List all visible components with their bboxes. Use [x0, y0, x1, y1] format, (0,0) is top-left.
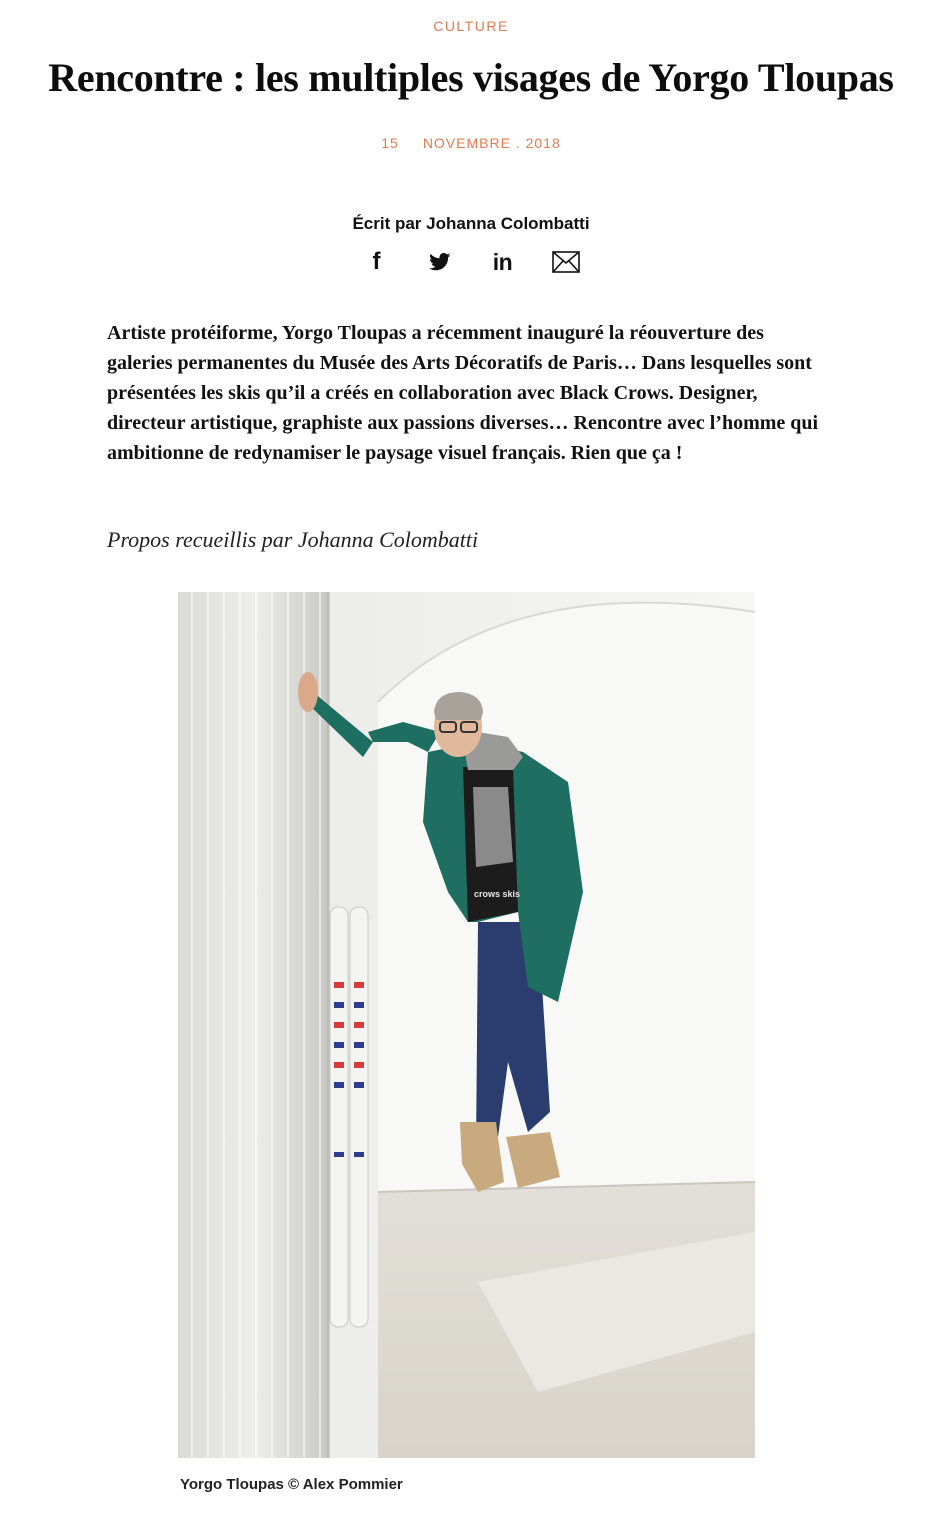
author-byline	[0, 214, 942, 234]
share-bar	[0, 246, 942, 278]
date-day: 15	[381, 135, 399, 151]
linkedin-icon: in	[492, 249, 513, 275]
twitter-icon	[429, 253, 451, 271]
author-prefix: Écrit par	[352, 214, 422, 233]
photo-caption: Yorgo Tloupas © Alex Pommier	[180, 1476, 403, 1493]
article-title: Rencontre : les multiples visages de Yorgo Tloupas	[48, 55, 894, 100]
mail-icon	[552, 251, 580, 273]
share-email-button[interactable]	[534, 246, 597, 278]
interview-credit: Propos recueillis par Johanna Colombatti	[107, 527, 479, 552]
article-intro: Artiste protéiforme, Yorgo Tloupas a récemment inauguré la réouverture des galeries permanentes du Musée des Arts Décoratifs de Paris… Dans lesquelles sont présentées les skis qu’il a créés en collaboration avec Black Crows. Designer, directeur artistique, graphiste aux passions diverses… Rencontre avec l’homme qui ambitionne de redynamiser le paysage visuel français. Rien que ça !	[107, 322, 819, 464]
article-date	[0, 135, 942, 151]
facebook-icon: f	[372, 248, 381, 275]
author-name-link[interactable]: Johanna Colombatti	[426, 214, 590, 233]
article-photo	[178, 592, 755, 1458]
shirt-print: crows skis	[474, 889, 521, 899]
date-month-year: NOVEMBRE . 2018	[422, 135, 561, 151]
share-twitter-button[interactable]	[408, 246, 471, 278]
category-link[interactable]: CULTURE	[433, 18, 509, 34]
share-facebook-button[interactable]	[345, 246, 408, 278]
share-linkedin-button[interactable]	[471, 246, 534, 278]
